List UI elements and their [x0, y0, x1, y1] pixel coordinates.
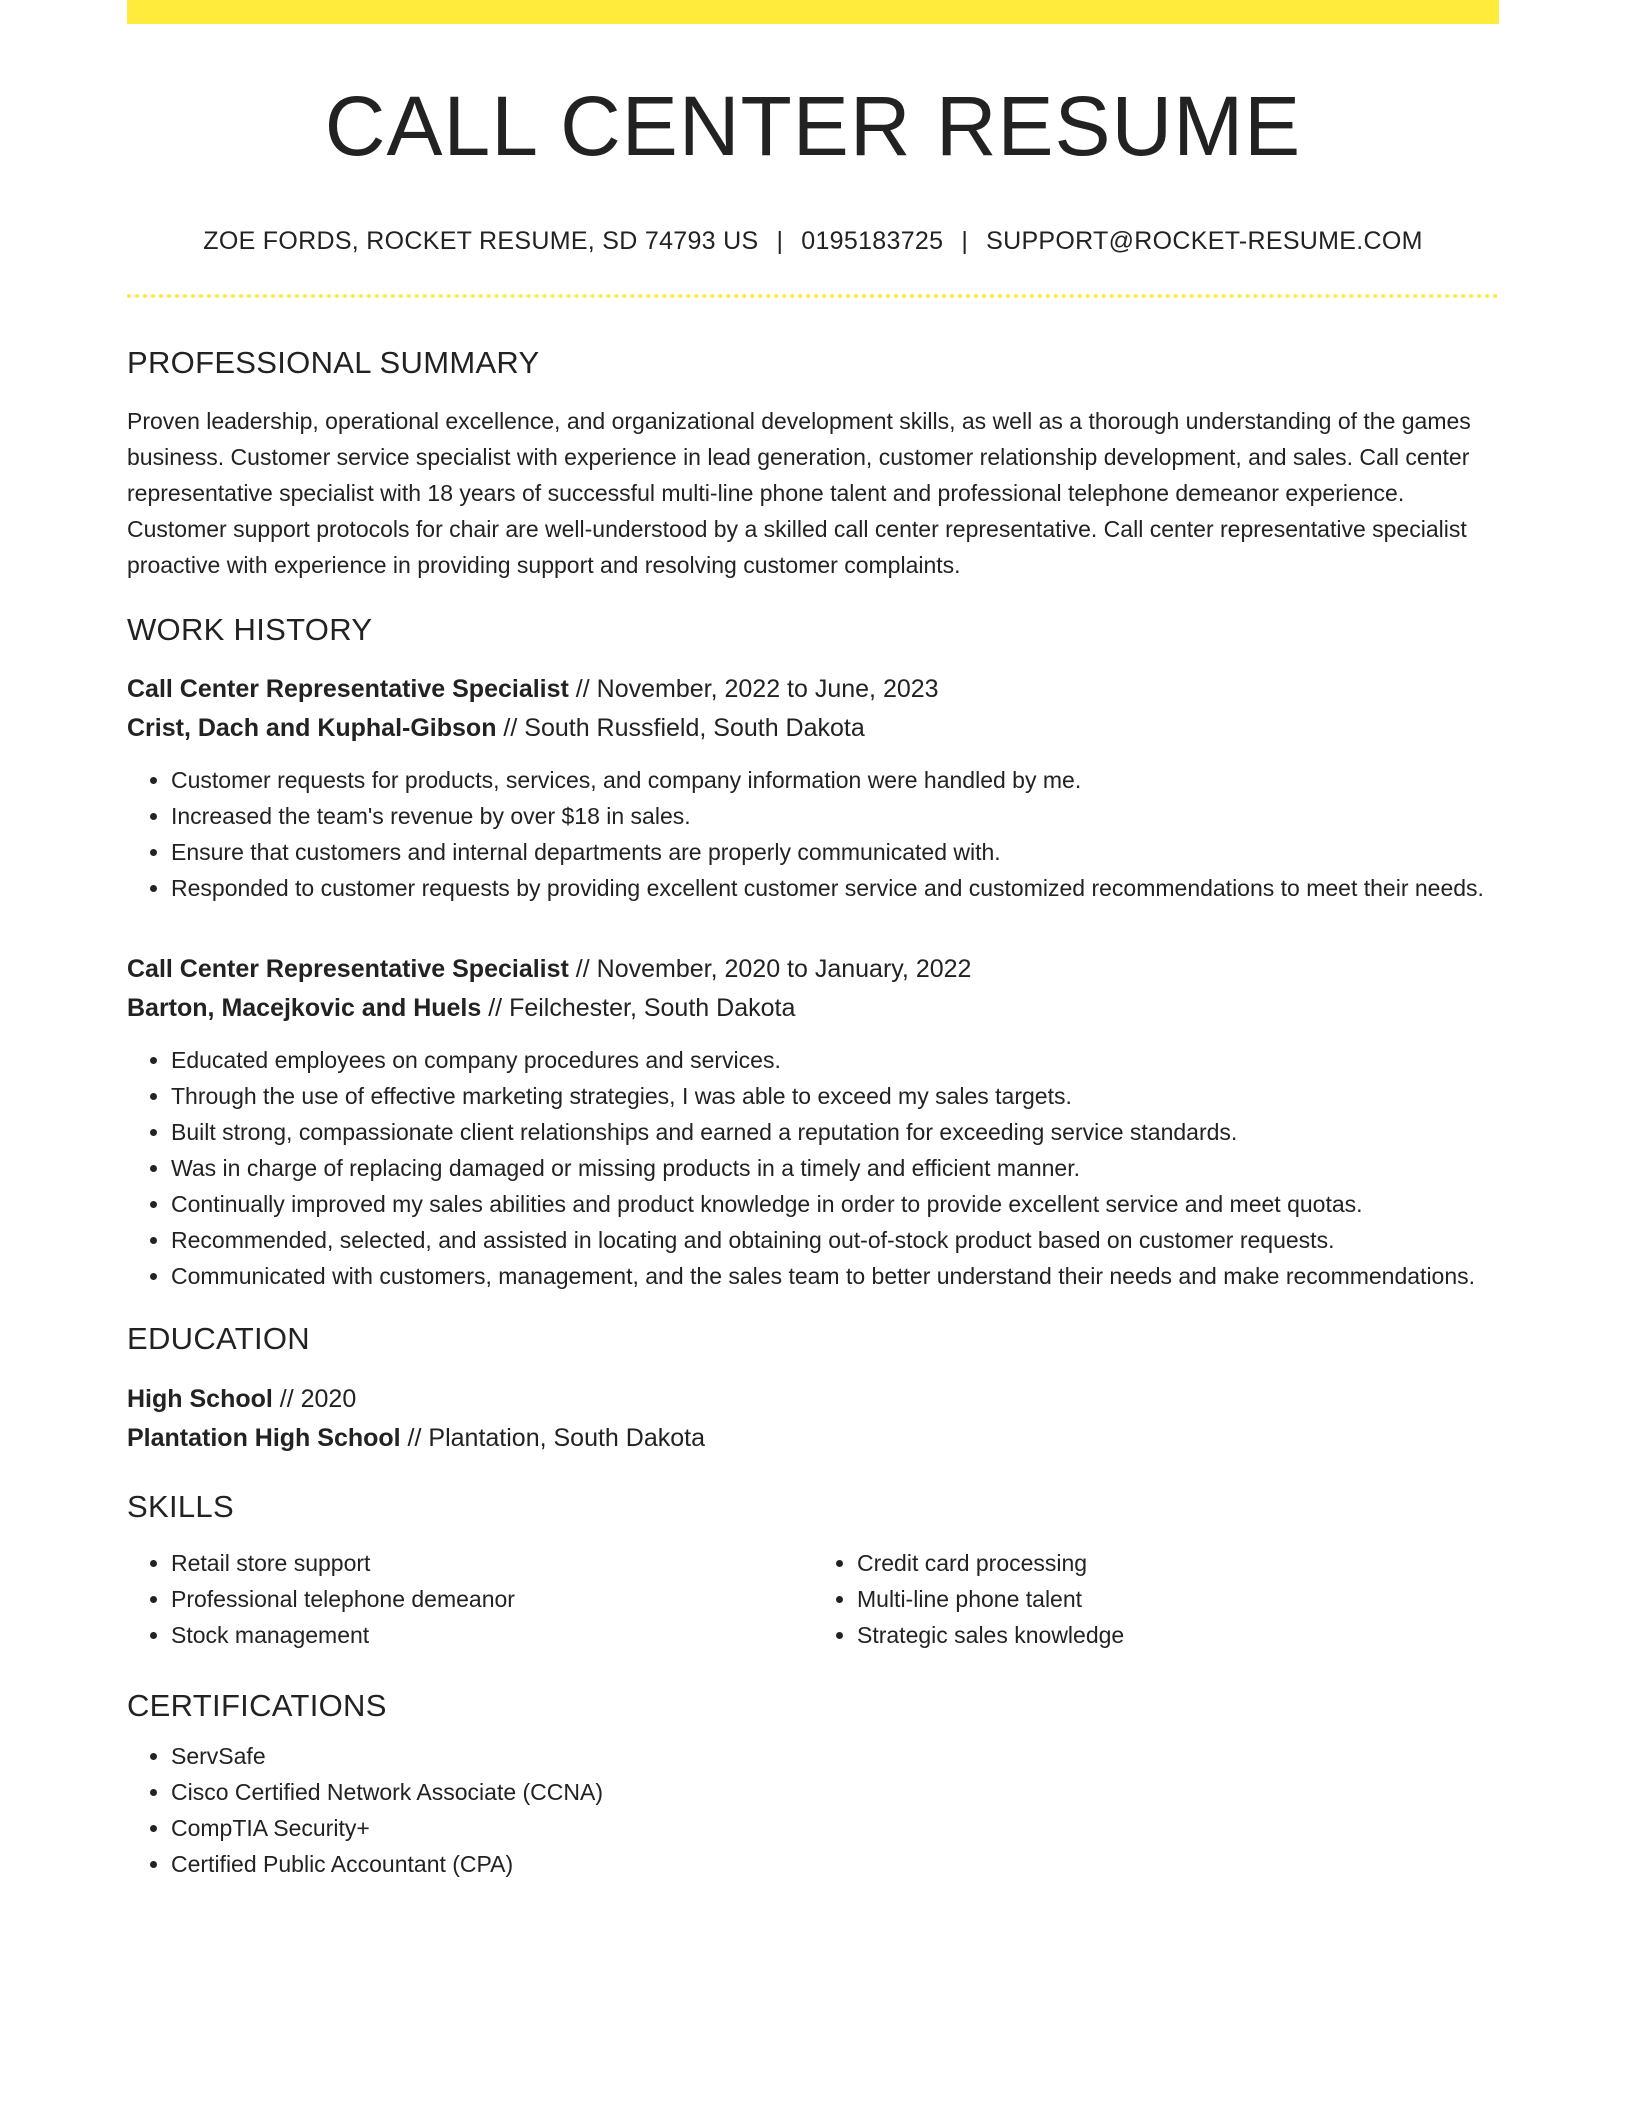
contact-phone: 0195183725	[801, 227, 944, 255]
job-bullets	[127, 762, 1499, 906]
contact-address: ZOE FORDS, ROCKET RESUME, SD 74793 US	[203, 227, 759, 255]
education-degree-line	[127, 1380, 1499, 1419]
job-title: Call Center Representative Specialist	[127, 955, 569, 984]
work-history-heading: WORK HISTORY	[127, 612, 373, 648]
contact-line	[127, 226, 1499, 256]
job-bullet: • Recommended, selected, and assisted in locating and obtaining out-of-stock product based on customer requests.	[171, 1222, 1499, 1258]
certification-item: • CompTIA Security+	[171, 1810, 1499, 1846]
education-degree: High School	[127, 1384, 273, 1413]
resume-title: CALL CENTER RESUME	[324, 79, 1302, 173]
skill-item: • Stock management	[171, 1617, 813, 1653]
job-company: Barton, Macejkovic and Huels	[127, 994, 482, 1023]
job-company: Crist, Dach and Kuphal-Gibson	[127, 714, 497, 743]
education-heading: EDUCATION	[127, 1321, 310, 1357]
summary-heading: PROFESSIONAL SUMMARY	[127, 345, 540, 380]
job-company-line	[127, 709, 1499, 748]
job-location: South Russfield, South Dakota	[524, 714, 865, 743]
resume-page	[127, 0, 1499, 1882]
job-company-line	[127, 989, 1499, 1028]
job-dates: November, 2020 to January, 2022	[596, 955, 972, 984]
certifications-list	[127, 1738, 1499, 1882]
job-bullet: • Increased the team's revenue by over $18 in sales.	[171, 798, 1499, 834]
contact-separator: |	[776, 227, 784, 255]
job-entry	[127, 950, 1499, 1294]
job-location: Feilchester, South Dakota	[509, 994, 796, 1023]
job-bullet: • Communicated with customers, management, and the sales team to better understand their needs and make recommendations.	[171, 1258, 1499, 1294]
certification-item: • ServSafe	[171, 1738, 1499, 1774]
certification-item: • Cisco Certified Network Associate (CCNA)	[171, 1774, 1499, 1810]
education-separator: //	[400, 1423, 429, 1452]
dotted-divider	[127, 294, 1499, 298]
education-location: Plantation, South Dakota	[428, 1423, 705, 1452]
job-separator: //	[481, 994, 510, 1023]
job-bullet: • Built strong, compassionate client relationships and earned a reputation for exceeding service standards.	[171, 1114, 1499, 1150]
job-separator: //	[496, 714, 525, 743]
summary-text: Proven leadership, operational excellence, and organizational development skills, as well as a thorough understanding of the games business. Customer service specialist with experience in lead generation, customer relationship development, and sales. Call center representative specialist with 18 years of successful multi-line phone talent and professional telephone demeanor experience. Customer support protocols for chair are well-understood by a skilled call center representative. Call center representative specialist proactive with experience in providing support and resolving customer complaints.	[127, 408, 1471, 579]
skills-heading: SKILLS	[127, 1488, 234, 1524]
job-bullet: • Through the use of effective marketing strategies, I was able to exceed my sales targets.	[171, 1078, 1499, 1114]
education-year: 2020	[300, 1384, 357, 1413]
job-bullet: • Responded to customer requests by providing excellent customer service and customized recommendations to meet their needs.	[171, 870, 1499, 906]
education-separator: //	[272, 1384, 301, 1413]
skill-item: • Retail store support	[171, 1545, 813, 1581]
certifications-heading: CERTIFICATIONS	[127, 1687, 387, 1723]
job-bullet: • Customer requests for products, services, and company information were handled by me.	[171, 762, 1499, 798]
job-bullet: • Educated employees on company procedures and services.	[171, 1042, 1499, 1078]
job-bullets	[127, 1042, 1499, 1294]
top-accent-bar	[127, 0, 1499, 24]
job-bullet: • Was in charge of replacing damaged or missing products in a timely and efficient manner.	[171, 1150, 1499, 1186]
job-entry	[127, 670, 1499, 906]
contact-email: SUPPORT@ROCKET-RESUME.COM	[986, 227, 1423, 255]
education-school-line	[127, 1419, 1499, 1458]
education-school: Plantation High School	[127, 1423, 401, 1452]
certification-item: • Certified Public Accountant (CPA)	[171, 1846, 1499, 1882]
education-entry	[127, 1380, 1499, 1458]
job-title-line	[127, 670, 1499, 709]
job-separator: //	[568, 675, 597, 704]
job-title: Call Center Representative Specialist	[127, 675, 569, 704]
contact-separator: |	[961, 227, 969, 255]
skill-item: • Strategic sales knowledge	[857, 1617, 1499, 1653]
skill-item: • Credit card processing	[857, 1545, 1499, 1581]
skill-item: • Multi-line phone talent	[857, 1581, 1499, 1617]
job-separator: //	[568, 955, 597, 984]
job-dates: November, 2022 to June, 2023	[596, 675, 939, 704]
job-bullet: • Continually improved my sales abilities and product knowledge in order to provide excellent service and meet quotas.	[171, 1186, 1499, 1222]
skills-grid	[127, 1545, 1499, 1653]
skills-column-left	[127, 1545, 813, 1653]
job-bullet: • Ensure that customers and internal departments are properly communicated with.	[171, 834, 1499, 870]
job-title-line	[127, 950, 1499, 989]
skill-item: • Professional telephone demeanor	[171, 1581, 813, 1617]
skills-column-right	[813, 1545, 1499, 1653]
